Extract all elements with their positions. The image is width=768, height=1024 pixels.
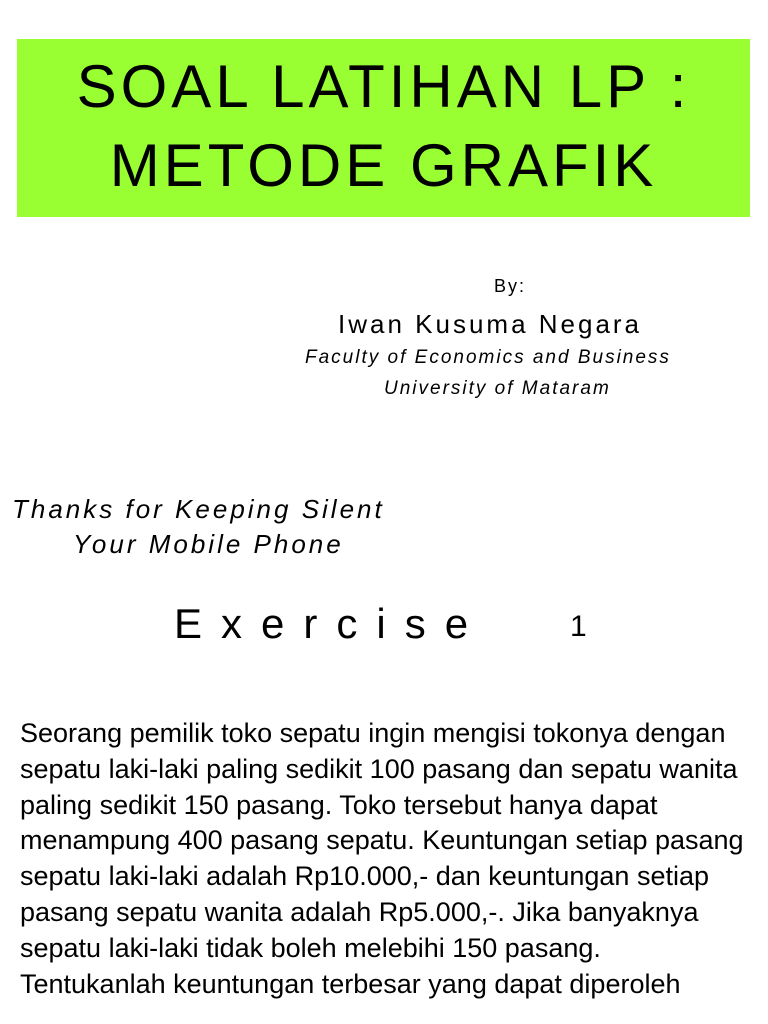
notice-line-2: Your Mobile Phone	[73, 529, 344, 559]
affiliation-faculty: Faculty of Economics and Business	[305, 347, 671, 368]
author-name: Iwan Kusuma Negara	[338, 309, 643, 339]
by-label: By:	[494, 276, 527, 296]
exercise-heading: Exercise	[174, 600, 488, 647]
page-title-line-2: METODE GRAFIK	[109, 132, 658, 199]
affiliation-university: University of Mataram	[384, 378, 611, 399]
page-title-line-1: SOAL LATIHAN LP :	[76, 53, 691, 120]
problem-paragraph: Seorang pemilik toko sepatu ingin mengisi tokonya dengan sepatu laki-laki paling sedikit 100 pasang dan sepatu wanita paling sedikit 150 pasang. Toko tersebut hanya dapat menampung 400 pasang sepatu. Keuntungan setiap pasang sepatu laki-laki adalah Rp10.000,- dan keuntungan setiap pasang sepatu wanita adalah Rp5.000,-. Jika banyaknya sepatu laki-laki tidak boleh melebihi 150 pasang.	[20, 718, 744, 963]
notice-line-1: Thanks for Keeping Silent	[12, 494, 385, 524]
problem-question: Tentukanlah keuntungan terbesar yang dapat diperoleh	[20, 968, 681, 999]
problem-text	[20, 716, 756, 1002]
title-banner	[17, 39, 750, 217]
exercise-number: 1	[570, 610, 587, 643]
